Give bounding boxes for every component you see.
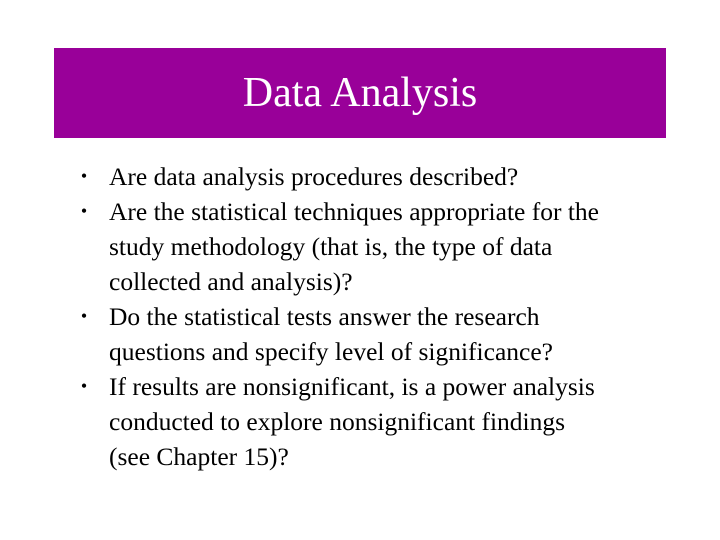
bullet-item xyxy=(54,369,666,474)
bullet-item xyxy=(54,159,666,194)
bullet-text: Are data analysis procedures described? xyxy=(109,162,519,191)
slide-title: Data Analysis xyxy=(242,70,478,116)
title-bar xyxy=(54,48,666,138)
bullet-text: Are the statistical techniques appropriate for the study methodology (that is, the type of data collected and analysis)? xyxy=(109,197,599,296)
bullet-text: Do the statistical tests answer the research questions and specify level of significance? xyxy=(109,302,553,366)
bullet-item xyxy=(54,299,666,369)
bullet-list xyxy=(54,159,666,474)
bullet-icon: • xyxy=(80,201,88,221)
bullet-icon: • xyxy=(80,166,88,186)
bullet-icon: • xyxy=(80,376,88,396)
bullet-icon: • xyxy=(80,306,88,326)
bullet-item xyxy=(54,194,666,299)
bullet-text: If results are nonsignificant, is a power analysis conducted to explore nonsignificant findings (see Chapter 15)? xyxy=(109,372,595,471)
